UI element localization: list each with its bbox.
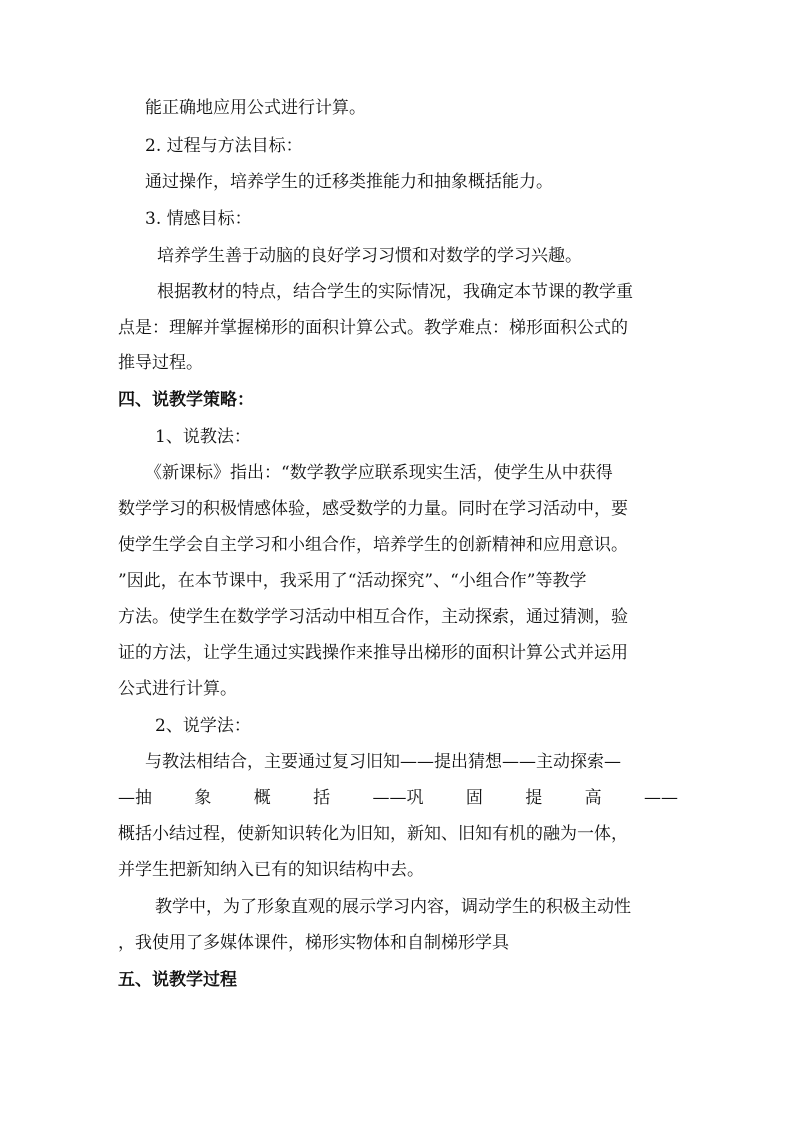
- justified-line: [118, 785, 678, 811]
- section-heading-process: 五、说教学过程: [118, 970, 237, 990]
- section-heading-strategy: 四、说教学策略：: [118, 390, 254, 410]
- justified-fragment: 概: [253, 788, 271, 808]
- paragraph-line: ”因此，在本节课中，我采用了“活动探究”、“小组合作”等教学: [118, 571, 587, 591]
- paragraph-line: 点是：理解并掌握梯形的面积计算公式。教学难点：梯形面积公式的: [118, 318, 628, 338]
- paragraph-line: 通过操作，培养学生的迁移类推能力和抽象概括能力。: [145, 172, 553, 192]
- justified-fragment: 提: [525, 788, 543, 808]
- justified-fragment: ——巩: [372, 788, 424, 808]
- justified-fragment: ——: [644, 788, 678, 808]
- objective-heading-process: 2. 过程与方法目标：: [145, 136, 303, 156]
- justified-fragment: 象: [194, 788, 212, 808]
- paragraph-line: 并学生把新知纳入已有的知识结构中去。: [118, 860, 424, 880]
- paragraph-line: 方法。使学生在数学学习活动中相互合作，主动探索，通过猜测，验: [118, 607, 628, 627]
- justified-fragment: 高: [584, 788, 602, 808]
- paragraph-line: 使学生学会自主学习和小组合作，培养学生的创新精神和应用意识。: [118, 535, 628, 555]
- paragraph-line: 能正确地应用公式进行计算。: [145, 98, 366, 118]
- paragraph-line: ，我使用了多媒体课件，梯形实物体和自制梯形学具: [118, 933, 509, 953]
- paragraph-line: 公式进行计算。: [118, 679, 237, 699]
- justified-fragment: 括: [313, 788, 331, 808]
- paragraph-line: 根据教材的特点，结合学生的实际情况，我确定本节课的教学重: [157, 282, 633, 302]
- paragraph-line: 培养学生善于动脑的良好学习习惯和对数学的学习兴趣。: [157, 246, 582, 266]
- paragraph-line: 概括小结过程，使新知识转化为旧知，新知、旧知有机的融为一体，: [118, 824, 628, 844]
- paragraph-line: 数学学习的积极情感体验，感受数学的力量。同时在学习活动中，要: [118, 499, 628, 519]
- subsection-heading-teaching-method: 1、说教法：: [155, 427, 251, 447]
- objective-heading-emotion: 3. 情感目标：: [145, 209, 252, 229]
- subsection-heading-learning-method: 2、说学法：: [155, 716, 251, 736]
- paragraph-line: 教学中，为了形象直观的展示学习内容，调动学生的积极主动性: [155, 897, 631, 917]
- justified-fragment: —抽: [118, 788, 152, 808]
- paragraph-line: 证的方法，让学生通过实践操作来推导出梯形的面积计算公式并运用: [118, 643, 628, 663]
- justified-fragment: 固: [465, 788, 483, 808]
- paragraph-line: 与教法相结合，主要通过复习旧知——提出猜想——主动探索—: [145, 752, 621, 772]
- paragraph-line: 推导过程。: [118, 353, 203, 373]
- paragraph-line: 《新课标》指出：“数学教学应联系现实生活，使学生从中获得: [145, 463, 613, 483]
